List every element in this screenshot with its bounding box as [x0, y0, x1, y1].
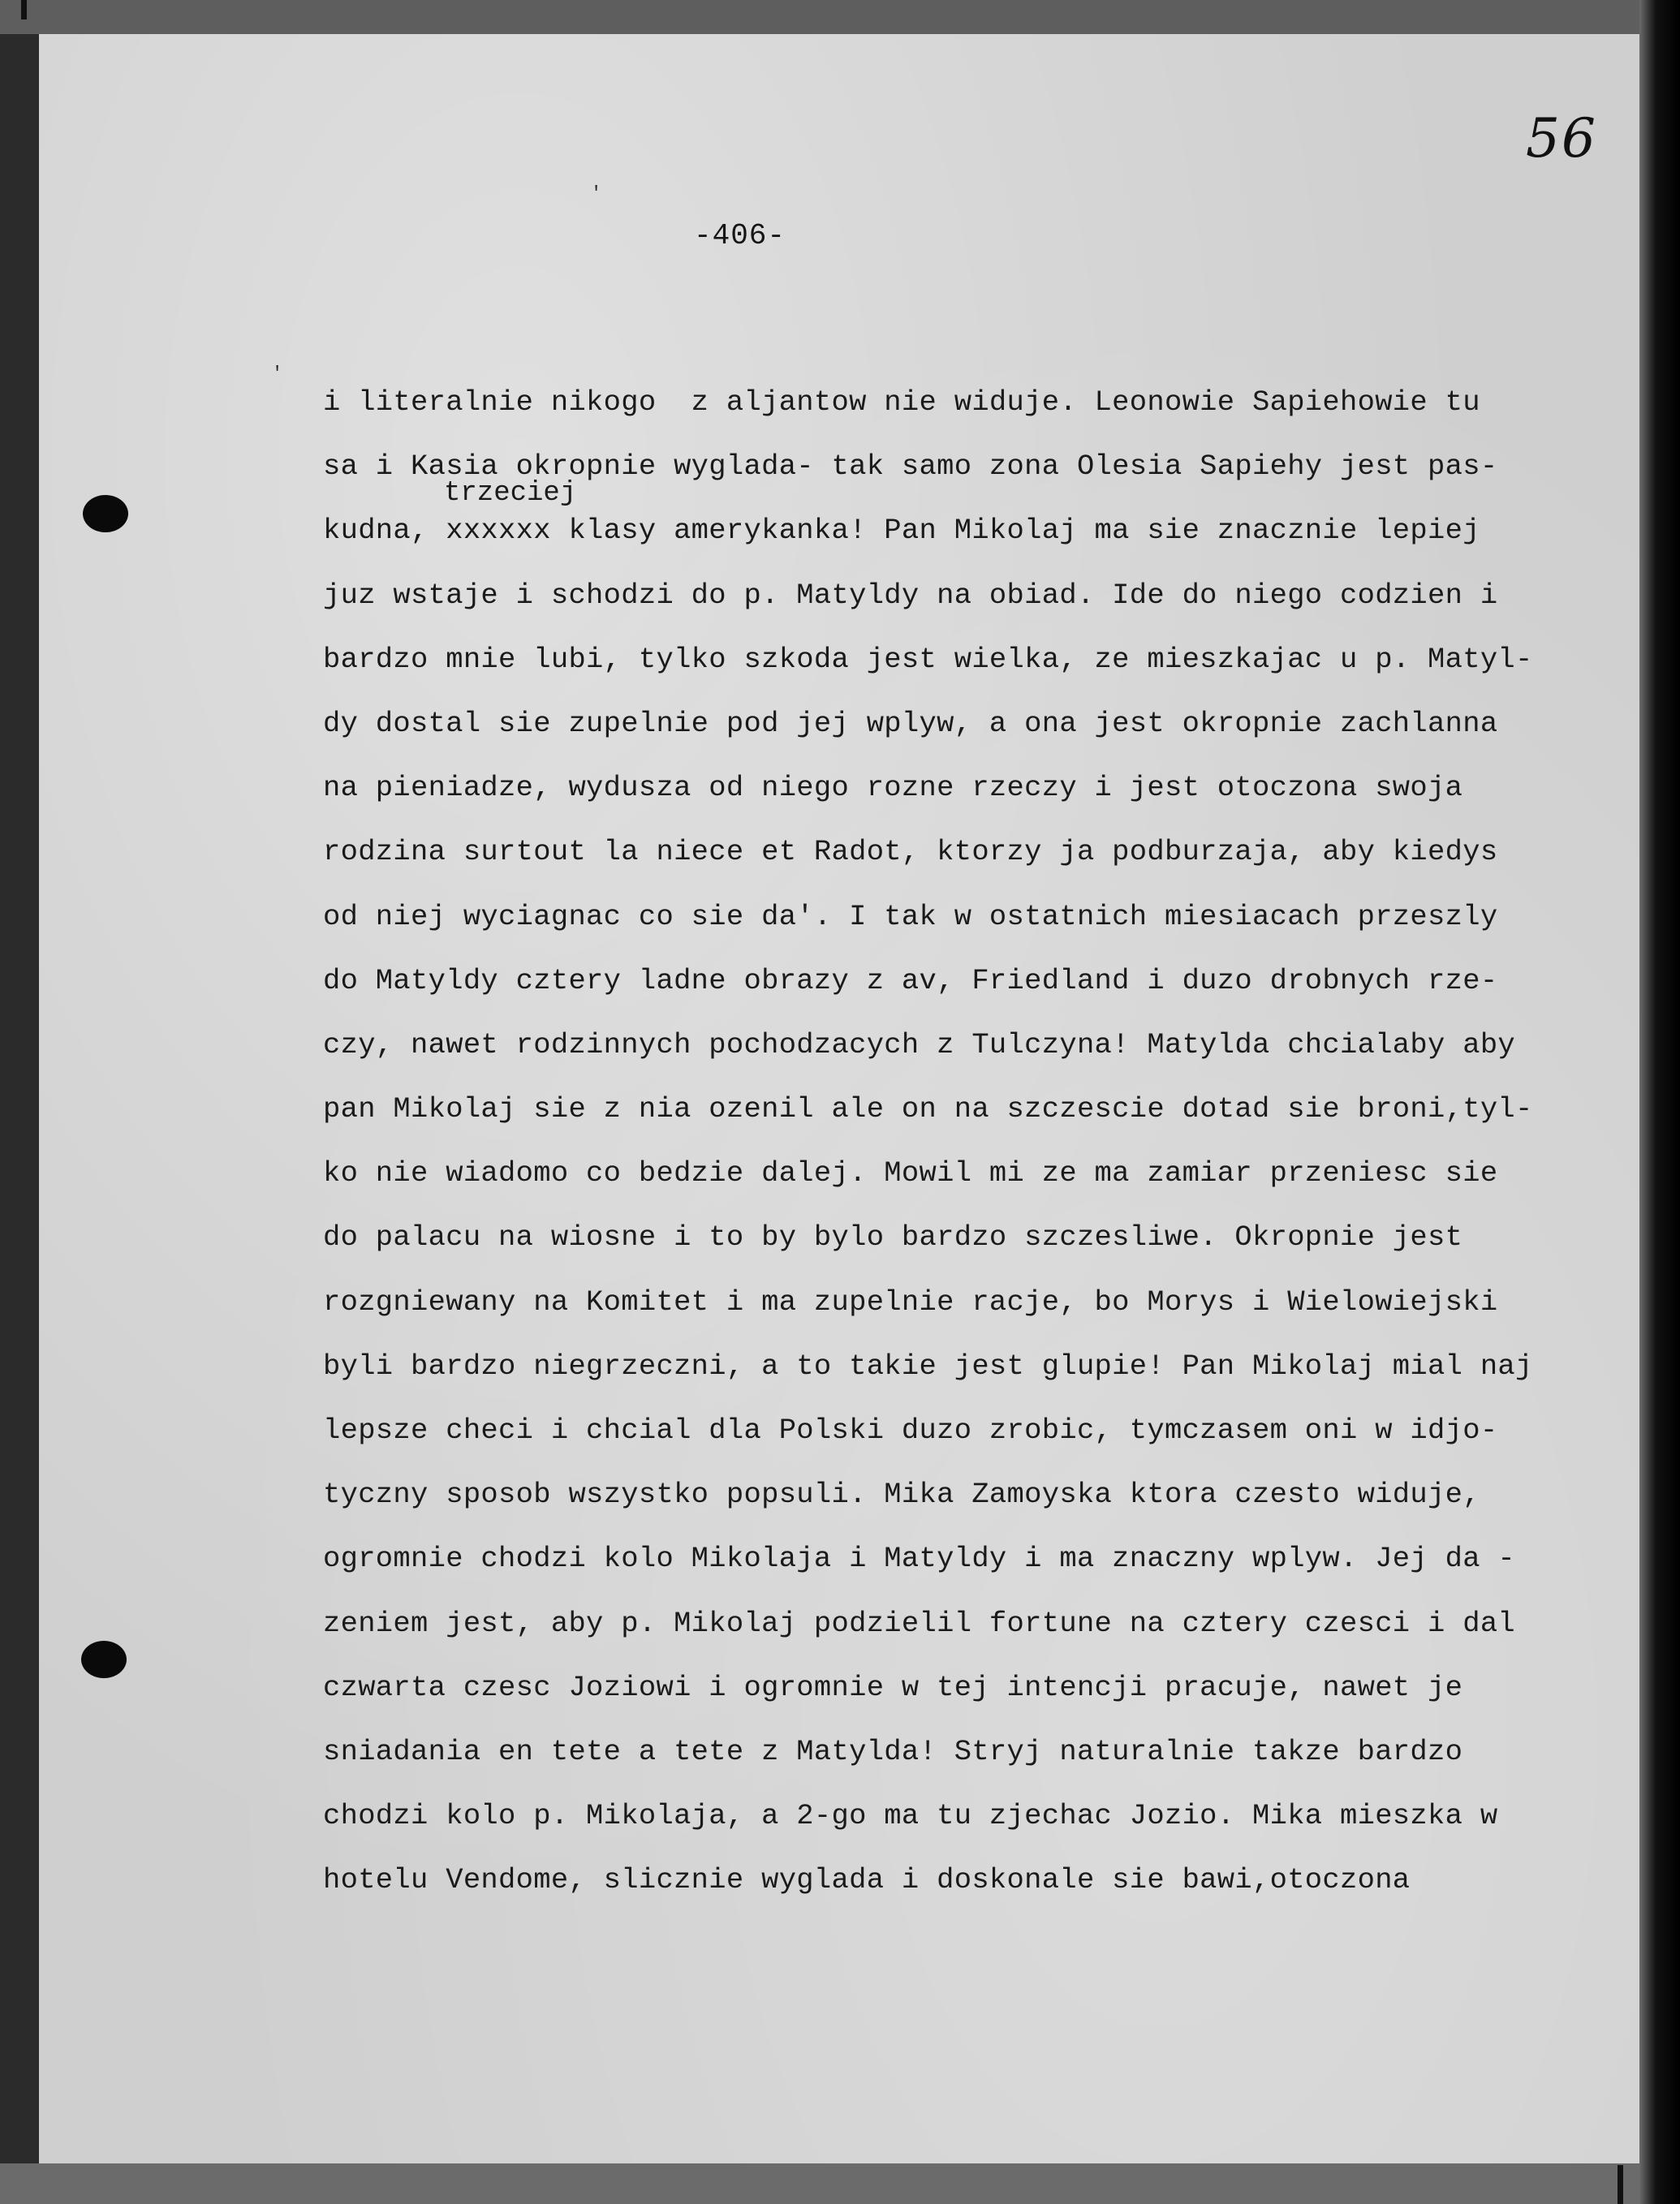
typed-body-text [323, 381, 1638, 1924]
text-line: hotelu Vendome, slicznie wyglada i doskonale sie bawi,otoczona [323, 1863, 1411, 1897]
punch-hole [83, 495, 128, 532]
text-line: do palacu na wiosne i to by bylo bardzo szczesliwe. Okropnie jest [323, 1220, 1463, 1255]
text-line: sa i Kasia okropnie wyglada- tak samo zona Olesia Sapiehy jest pas- [323, 450, 1498, 484]
scan-registration-mark [1618, 2165, 1623, 2204]
scan-border-top [0, 0, 1680, 34]
text-line: chodzi kolo p. Mikolaja, a 2-go ma tu zjechac Jozio. Mika mieszka w [323, 1799, 1498, 1833]
text-line: kudna, xxxxxx klasy amerykanka! Pan Mikolaj ma sie znacznie lepiej [323, 514, 1480, 548]
text-line: zeniem jest, aby p. Mikolaj podzielil fortune na cztery czesci i dal [323, 1606, 1516, 1640]
stray-mark: ' [591, 183, 602, 204]
text-line: i literalnie nikogo z aljantow nie widuje. Leonowie Sapiehowie tu [323, 385, 1480, 419]
text-line: ogromnie chodzi kolo Mikolaja i Matyldy i ma znaczny wplyw. Jej da - [323, 1542, 1516, 1576]
page-number: -406- [694, 219, 786, 252]
text-line: od niej wyciagnac co sie da'. I tak w ostatnich miesiacach przeszly [323, 899, 1498, 933]
text-line: bardzo mnie lubi, tylko szkoda jest wielka, ze mieszkajac u p. Matyl- [323, 642, 1533, 676]
text-line: do Matyldy cztery ladne obrazy z av, Friedland i duzo drobnych rze- [323, 963, 1498, 997]
text-line: rozgniewany na Komitet i ma zupelnie racje, bo Morys i Wielowiejski [323, 1285, 1498, 1319]
handwritten-folio-number: 56 [1526, 107, 1597, 170]
text-line: juz wstaje i schodzi do p. Matyldy na obiad. Ide do niego codzien i [323, 578, 1498, 612]
stray-mark: ' [272, 364, 283, 384]
scan-registration-mark [21, 0, 27, 19]
punch-hole [81, 1641, 127, 1678]
scan-border-left [0, 34, 39, 2204]
text-line: tyczny sposob wszystko popsuli. Mika Zamoyska ktora czesto widuje, [323, 1478, 1480, 1512]
text-line: czy, nawet rodzinnych pochodzacych z Tulczyna! Matylda chcialaby aby [323, 1027, 1516, 1061]
text-line: ko nie wiadomo co bedzie dalej. Mowil mi ze ma zamiar przeniesc sie [323, 1156, 1498, 1190]
text-line: byli bardzo niegrzeczni, a to takie jest glupie! Pan Mikolaj mial naj [323, 1349, 1533, 1383]
text-line: lepsze checi i chcial dla Polski duzo zrobic, tymczasem oni w idjo- [323, 1414, 1498, 1447]
scan-border-bottom [0, 2163, 1680, 2204]
text-line: czwarta czesc Joziowi i ogromnie w tej intencji pracuje, nawet je [323, 1670, 1463, 1704]
handwritten-insertion: trzeciej [444, 478, 577, 509]
text-line: rodzina surtout la niece et Radot, ktorzy ja podburzaja, aby kiedys [323, 835, 1498, 869]
scan-border-right [1639, 0, 1680, 2204]
text-line: dy dostal sie zupelnie pod jej wplyw, a ona jest okropnie zachlanna [323, 706, 1498, 740]
text-line: na pieniadze, wydusza od niego rozne rzeczy i jest otoczona swoja [323, 771, 1463, 805]
text-line: sniadania en tete a tete z Matylda! Stryj naturalnie takze bardzo [323, 1734, 1463, 1768]
text-line: pan Mikolaj sie z nia ozenil ale on na szczescie dotad sie broni,tyl- [323, 1092, 1533, 1126]
